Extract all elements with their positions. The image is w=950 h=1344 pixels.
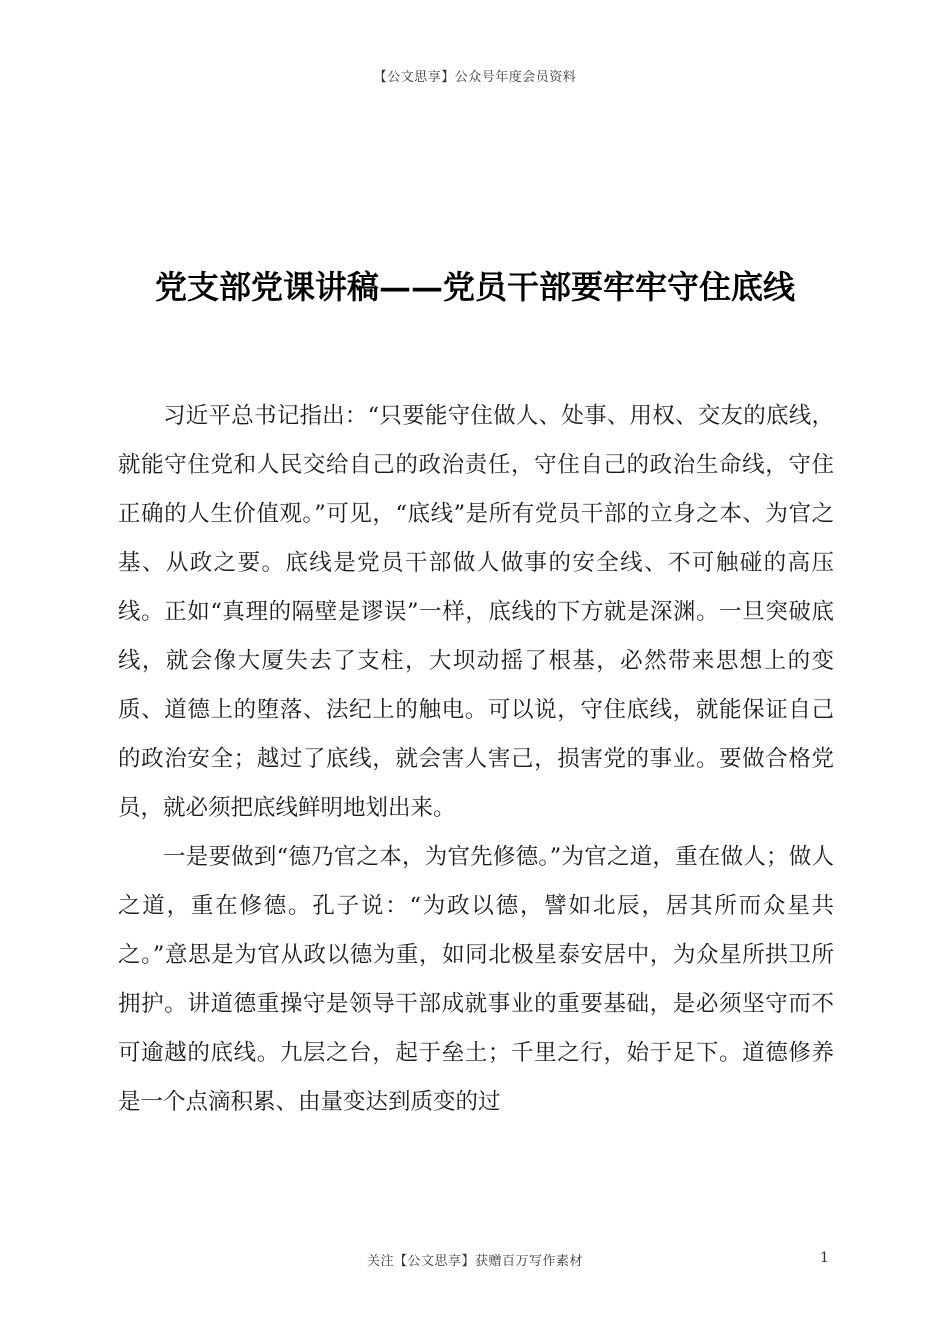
- paragraph-2: 一是要做到“德乃官之本，为官先修德。”为官之道，重在做人；做人之道，重在修德。孔子说：“为政以德，譬如北辰，居其所而众星共之。”意思是为官从政以德为重，如同北极星泰安居中，为众星所拱卫所拥护。讲道德重操守是领导干部成就事业的重要基础，是必须坚守而不可逾越的底线。九层之台，起于垒土；千里之行，始于足下。道德修养是一个点滴积累、由量变达到质变的过: [118, 844, 834, 1115]
- page-header: 【公文思享】公众号年度会员资料: [373, 70, 577, 85]
- paragraph-1: 习近平总书记指出：“只要能守住做人、处事、用权、交友的底线，就能守住党和人民交给自己的政治责任，守住自己的政治生命线，守住正确的人生价值观。”可见，“底线”是所有党员干部的立身之本、为官之基、从政之要。底线是党员干部做人做事的安全线、不可触碰的高压线。正如“真理的隔壁是谬误”一样，底线的下方就是深渊。一旦突破底线，就会像大厦失去了支柱，大坝动摇了根基，必然带来思想上的变质、道德上的堕落、法纪上的触电。可以说，守住底线，就能保证自己的政治安全；越过了底线，就会害人害己，损害党的事业。要做合格党员，就必须把底线鲜明地划出来。: [118, 403, 834, 821]
- page-number: 1: [820, 1250, 829, 1266]
- page-footer: 关注【公文思享】获赠百万写作素材: [366, 1254, 583, 1269]
- document-body: [118, 392, 834, 1127]
- document-title: 党支部党课讲稿——党员干部要牢牢守住底线: [154, 268, 795, 306]
